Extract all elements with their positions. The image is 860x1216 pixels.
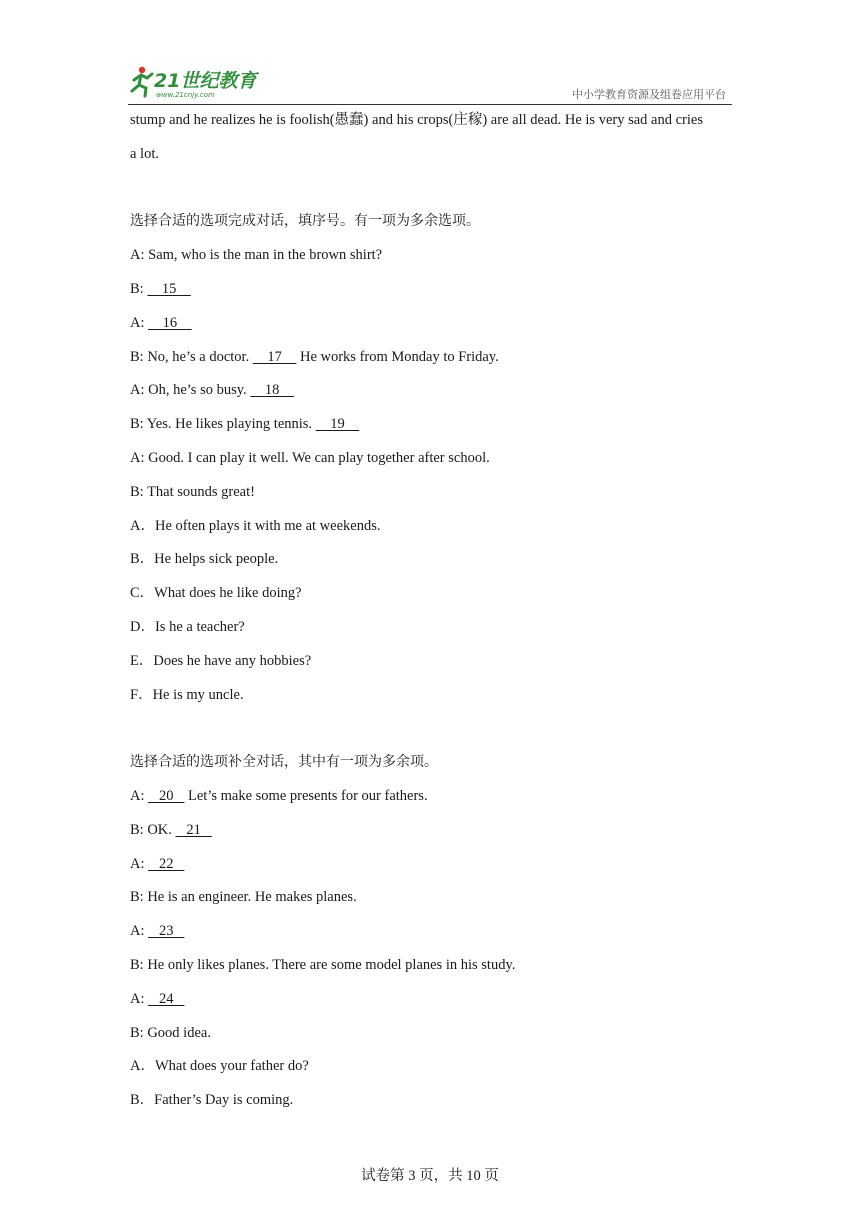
line-text: A:: [130, 990, 149, 1007]
dialogue-line-with-blank: [130, 374, 734, 408]
text-line: A: Good. I can play it well. We can play together after school.: [130, 449, 490, 466]
line-text: Let’s make some presents for our fathers.: [184, 787, 428, 804]
line-text: B: No, he’s a doctor.: [130, 348, 253, 365]
text-line: C．What does he like doing?: [130, 585, 302, 602]
section-instruction: 选择合适的选项补全对话，其中有一项为多余项。: [130, 754, 438, 771]
text-line: B．He helps sick people.: [130, 551, 279, 568]
dialogue-line-with-blank: [130, 814, 734, 848]
text-line: B: He only likes planes. There are some model planes in his study.: [130, 956, 516, 973]
spacer: [130, 172, 734, 206]
text-line: B: That sounds great!: [130, 483, 255, 500]
answer-blank[interactable]: 19: [315, 416, 360, 433]
line-text: B: Yes. He likes playing tennis.: [130, 416, 316, 433]
spacer: [130, 712, 734, 746]
text-line: E．Does he have any hobbies?: [130, 652, 312, 669]
text-line: stump and he realizes he is foolish(愚蠢) and his crops(庄稼) are all dead. He is very sad and cries: [130, 112, 703, 128]
line-text: B:: [130, 280, 148, 297]
text-line: A: Sam, who is the man in the brown shirt?: [130, 247, 383, 264]
answer-blank[interactable]: 18: [250, 382, 294, 399]
answer-blank[interactable]: 20: [148, 787, 185, 804]
dialogue-line-with-blank: [130, 307, 734, 341]
logo-21cnjy: [128, 64, 268, 100]
answer-blank[interactable]: 22: [148, 855, 185, 872]
runner-logo-icon: [128, 64, 268, 100]
page-footer: 试卷第 3 页，共 10 页: [361, 1168, 499, 1184]
document-body: [130, 104, 734, 1118]
dialogue-line-with-blank: [130, 915, 734, 949]
text-line: B: Good idea.: [130, 1024, 211, 1041]
text-line: F．He is my uncle.: [130, 686, 244, 703]
text-line: B．Father’s Day is coming.: [130, 1092, 294, 1109]
svg-text:21世纪教育: 21世纪教育: [154, 70, 257, 92]
dialogue-line-with-blank: [130, 983, 734, 1017]
answer-blank[interactable]: 16: [148, 314, 192, 331]
text-line: a lot.: [130, 145, 159, 162]
line-text: A:: [130, 923, 149, 940]
text-line: B: He is an engineer. He makes planes.: [130, 889, 357, 906]
line-text: A: Oh, he’s so busy.: [130, 382, 251, 399]
answer-blank[interactable]: 21: [175, 821, 212, 838]
line-text: A:: [130, 314, 149, 331]
section-instruction: 选择合适的选项完成对话，填序号。有一项为多余选项。: [130, 213, 480, 230]
line-text: A:: [130, 855, 149, 872]
answer-blank[interactable]: 17: [252, 348, 297, 365]
svg-text:www.21cnjy.com: www.21cnjy.com: [156, 91, 215, 99]
line-text: A:: [130, 787, 149, 804]
dialogue-line-with-blank: [130, 848, 734, 882]
platform-tagline: 中小学教育资源及组卷应用平台: [572, 88, 726, 101]
answer-blank[interactable]: 24: [148, 990, 185, 1007]
text-line: D．Is he a teacher?: [130, 618, 245, 635]
page-header: [128, 62, 732, 105]
dialogue-line-with-blank: [130, 273, 734, 307]
text-line: A．He often plays it with me at weekends.: [130, 517, 381, 534]
text-line: A．What does your father do?: [130, 1058, 309, 1075]
line-text: B: OK.: [130, 821, 176, 838]
dialogue-line-with-blank: [130, 341, 734, 375]
answer-blank[interactable]: 23: [148, 923, 185, 940]
answer-blank[interactable]: 15: [147, 280, 191, 297]
dialogue-line-with-blank: [130, 408, 734, 442]
dialogue-line-with-blank: [130, 780, 734, 814]
line-text: He works from Monday to Friday.: [296, 348, 499, 365]
